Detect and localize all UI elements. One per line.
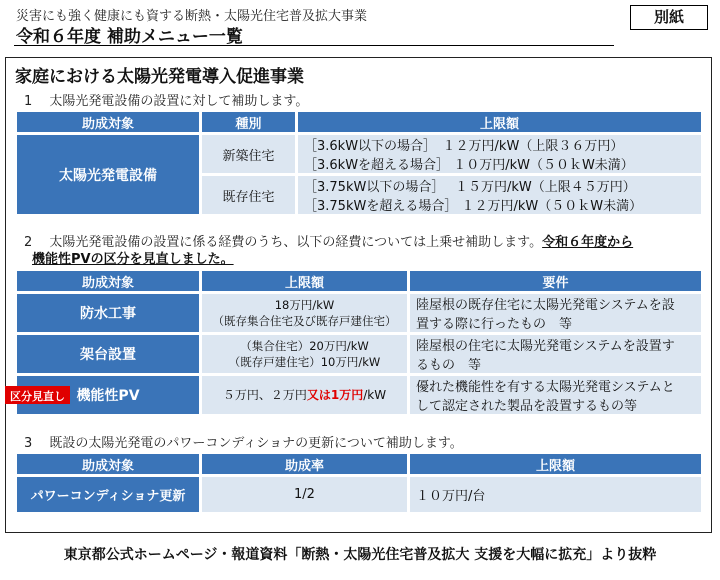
table-header-row bbox=[17, 271, 701, 291]
section-title: 家庭における太陽光発電導入促進事業 bbox=[15, 67, 304, 87]
type-cell: 新築住宅 bbox=[202, 135, 295, 173]
target-cell: パワーコンディショナ更新 bbox=[17, 477, 199, 512]
item2-note-emphasis: 機能性PVの区分を見直しました。 bbox=[32, 252, 234, 267]
item2-note-emphasis: 令和６年度から bbox=[542, 235, 634, 250]
item2-note-line2 bbox=[32, 248, 234, 267]
item3-note: 3 既設の太陽光発電のパワーコンディショナの更新について補助します。 bbox=[24, 436, 463, 451]
table-row bbox=[17, 294, 701, 332]
requirement-line: して認定された製品を設置するもの等 bbox=[416, 399, 638, 414]
requirement-cell bbox=[410, 376, 701, 414]
col-header: 上限額 bbox=[298, 112, 701, 132]
item1-table bbox=[14, 109, 704, 217]
requirement-line: るもの 等 bbox=[416, 358, 482, 373]
table-row bbox=[17, 376, 701, 414]
target-cell: 架台設置 bbox=[17, 335, 199, 373]
revision-badge: 区分見直し bbox=[5, 386, 70, 404]
amount-line: （既存戸建住宅）10万円/kW bbox=[228, 355, 381, 369]
document-subtitle: 災害にも強く健康にも資する断熱・太陽光住宅普及拡大事業 bbox=[16, 9, 368, 24]
amount-cell bbox=[202, 376, 407, 414]
limit-line: ［3.6kWを超える場合］ １０万円/kW（５０ｋW未満） bbox=[304, 158, 634, 173]
document-title: 令和６年度 補助メニュー一覧 bbox=[16, 27, 243, 47]
amount-line: （既存集合住宅及び既存戸建住宅） bbox=[212, 314, 397, 328]
table-row bbox=[17, 135, 701, 173]
item2-note-text: 2 太陽光発電設備の設置に係る経費のうち、以下の経費については上乗せ補助します。 bbox=[24, 235, 543, 250]
requirement-cell bbox=[410, 335, 701, 373]
amount-line: 18万円/kW bbox=[274, 298, 335, 312]
limit-cell: １０万円/台 bbox=[410, 477, 701, 512]
col-header: 上限額 bbox=[202, 271, 407, 291]
requirement-cell bbox=[410, 294, 701, 332]
item3-table bbox=[14, 451, 704, 515]
table-row bbox=[17, 477, 701, 512]
item1-note: 1 太陽光発電設備の設置に対して補助します。 bbox=[24, 94, 309, 109]
amount-cell bbox=[202, 294, 407, 332]
amount-text: ５万円、２万円 bbox=[222, 388, 307, 402]
limit-line: ［3.6kW以下の場合］ １２万円/kW（上限３６万円） bbox=[304, 139, 624, 154]
amount-line: （集合住宅）20万円/kW bbox=[240, 339, 369, 353]
col-header: 助成率 bbox=[202, 454, 407, 474]
target-cell: 機能性PV bbox=[17, 376, 199, 414]
target-cell: 防水工事 bbox=[17, 294, 199, 332]
table-row bbox=[17, 335, 701, 373]
limit-line: ［3.75kW以下の場合］ １５万円/kW（上限４５万円） bbox=[304, 180, 636, 195]
requirement-line: 置する際に行ったもの 等 bbox=[416, 317, 573, 332]
table-header-row bbox=[17, 112, 701, 132]
amount-unit: /kW bbox=[363, 388, 387, 402]
limit-cell bbox=[298, 176, 701, 214]
col-header: 上限額 bbox=[410, 454, 701, 474]
col-header: 助成対象 bbox=[17, 112, 199, 132]
amount-cell bbox=[202, 335, 407, 373]
requirement-line: 陸屋根の住宅に太陽光発電システムを設置す bbox=[416, 339, 675, 354]
item2-table bbox=[14, 268, 704, 417]
target-cell: 太陽光発電設備 bbox=[17, 135, 199, 214]
table-header-row bbox=[17, 454, 701, 474]
title-underline bbox=[14, 45, 614, 46]
limit-line: ［3.75kWを超える場合］ １２万円/kW（５０ｋW未満） bbox=[304, 199, 643, 214]
requirement-line: 陸屋根の既存住宅に太陽光発電システムを設 bbox=[416, 298, 675, 313]
requirement-line: 優れた機能性を有する太陽光発電システムと bbox=[416, 380, 675, 395]
rate-cell: 1/2 bbox=[202, 477, 407, 512]
col-header: 種別 bbox=[202, 112, 295, 132]
type-cell: 既存住宅 bbox=[202, 176, 295, 214]
attachment-tag: 別紙 bbox=[630, 5, 708, 30]
amount-highlight: 又は1万円 bbox=[306, 388, 364, 402]
col-header: 助成対象 bbox=[17, 271, 199, 291]
col-header: 助成対象 bbox=[17, 454, 199, 474]
limit-cell bbox=[298, 135, 701, 173]
source-footer: 東京都公式ホームページ・報道資料「断熱・太陽光住宅普及拡大 支援を大幅に拡充」より抜粋 bbox=[63, 547, 657, 563]
col-header: 要件 bbox=[410, 271, 701, 291]
